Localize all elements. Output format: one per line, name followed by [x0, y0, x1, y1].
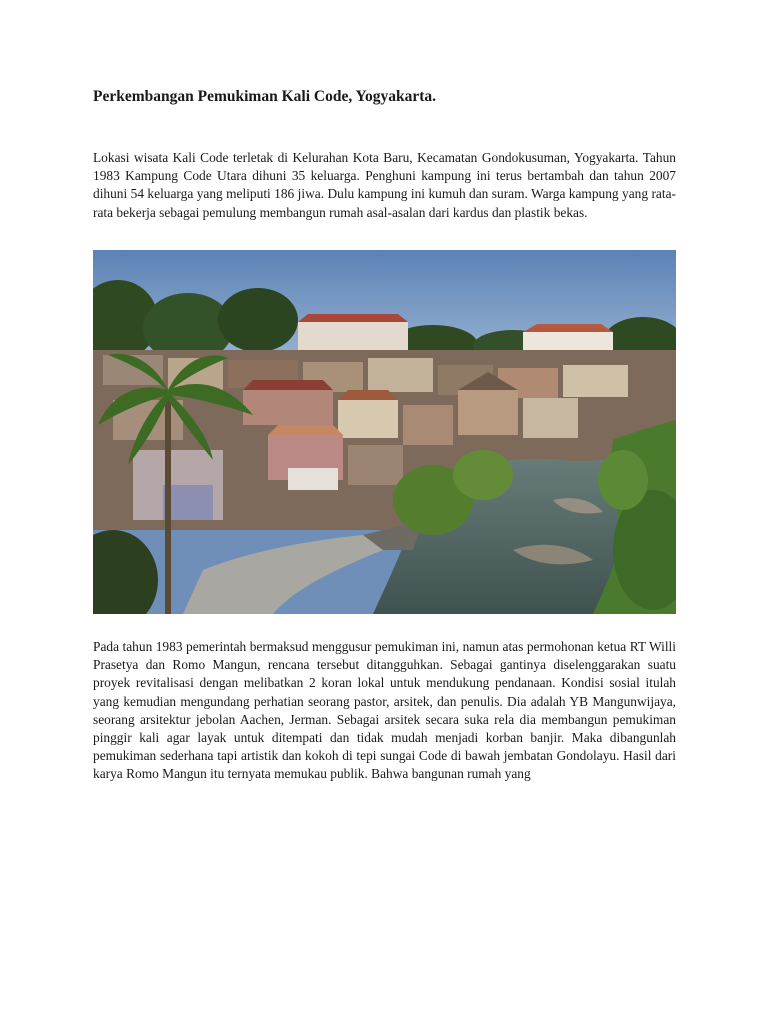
paragraph-history: Pada tahun 1983 pemerintah bermaksud menggusur pemukiman ini, namun atas permohonan ketua RT Willi Prasetya dan Romo Mangun, rencana tersebut ditangguhkan. Sebagai gantinya diselenggarakan suatu proyek revitalisasi dengan melibatkan 2 koran lokal untuk mendukung pendanaan. Kondisi sosial itulah yang kemudian mengundang perhatian seorang pastor, arsitek, dan penulis. Dia adalah YB Mangunwijaya, seorang arsitektur jebolan Aachen, Jerman. Sebagai arsitek secara suka rela dia membangun pemukiman pinggir kali agar layak untuk ditempati dan tidak mudah menjadi korban banjir. Maka dibangunlah pemukiman sederhana tapi artistik dan kokoh di tepi sungai Code di bawah jembatan Gondolayu. Hasil dari karya Romo Mangun itu ternyata memukau publik. Bahwa bangunan rumah yang: [93, 639, 676, 782]
page-title: Perkembangan Pemukiman Kali Code, Yogyakarta.: [93, 88, 437, 105]
paragraph-intro: Lokasi wisata Kali Code terletak di Kelurahan Kota Baru, Kecamatan Gondokusuman, Yogyakarta. Tahun 1983 Kampung Code Utara dihuni 35 keluarga. Penghuni kampung ini terus bertambah dan tahun 2007 dihuni 54 keluarga yang meliputi 186 jiwa. Dulu kampung ini kumuh dan suram. Warga kampung yang rata-rata bekerja sebagai pemulung membangun rumah asal-asalan dari kardus dan plastik bekas.: [93, 150, 676, 220]
river-settlement-photo: [93, 250, 676, 614]
